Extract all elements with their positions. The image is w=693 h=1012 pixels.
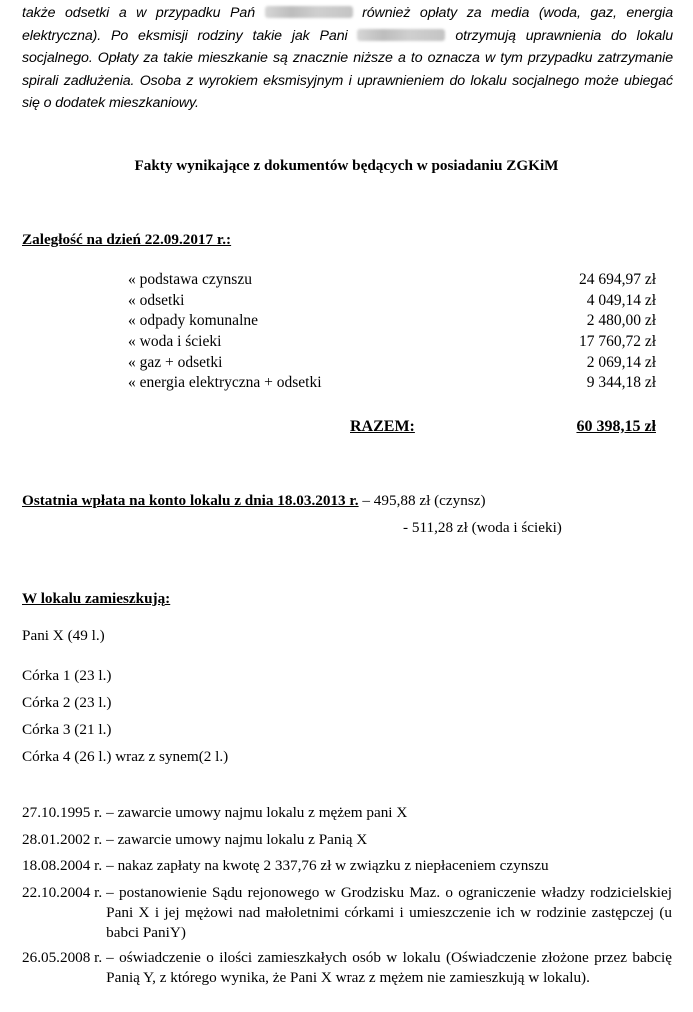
event-text: – zawarcie umowy najmu lokalu z mężem pani X: [106, 804, 408, 821]
timeline-entry: [22, 948, 672, 988]
total-value: 60 398,15 zł: [576, 418, 656, 435]
last-payment-water: - 511,28 zł (woda i ścieki): [403, 519, 562, 536]
resident-item: Pani X (49 l.): [22, 627, 105, 644]
debt-label: « podstawa czynszu: [128, 271, 252, 288]
debt-label: « odpady komunalne: [128, 312, 259, 330]
intro-text-2: również opłaty za media (woda, gaz, energia elektryczna). Po eksmisji rodziny takie jak Pani: [22, 5, 673, 44]
event-text: – zawarcie umowy najmu lokalu z Panią X: [106, 830, 368, 848]
intro-text-1: także odsetki a w przypadku Pań: [22, 5, 255, 21]
intro-text-3: otrzymują uprawnienia do lokalu socjalnego. Opłaty za takie mieszkanie są znacznie niższe a to oznacza w tym przypadku zatrzymanie spirali zadłużenia. Osoba z wyrokiem eksmisyjnym i uprawnieniem do lokalu socjalnego może ubiegać się o dodatek mieszkaniowy.: [22, 27, 674, 112]
debt-item: [128, 373, 656, 394]
debt-amount: 2 069,14 zł: [586, 353, 656, 371]
resident-item: Córka 3 (21 l.): [22, 721, 112, 738]
event-date: 18.08.2004 r.: [22, 857, 103, 874]
debt-amount: 4 049,14 zł: [586, 291, 656, 309]
event-text: – nakaz zapłaty na kwotę 2 337,76 zł w związku z niepłaceniem czynszu: [106, 857, 549, 874]
resident-item: Córka 4 (26 l.) wraz z synem(2 l.): [22, 748, 229, 765]
timeline-entry: [22, 803, 672, 823]
debt-item: [128, 270, 656, 291]
total-label: RAZEM:: [350, 418, 415, 435]
debt-item: [128, 332, 656, 353]
debt-amount: 24 694,97 zł: [578, 271, 656, 288]
debt-title: Zaległość na dzień 22.09.2017 r.:: [22, 231, 232, 248]
redacted-name: [357, 29, 445, 41]
debt-item: [128, 291, 656, 312]
debt-amount: 9 344,18 zł: [586, 374, 656, 392]
facts-heading: Fakty wynikające z dokumentów będących w posiadaniu ZGKiM: [134, 157, 559, 174]
debt-amount: 17 760,72 zł: [578, 333, 656, 351]
event-date: 22.10.2004 r.: [22, 883, 103, 901]
debt-item: [128, 311, 656, 332]
debt-amount: 2 480,00 zł: [586, 312, 656, 330]
timeline-entry: [22, 883, 672, 943]
debt-list: [128, 270, 656, 394]
event-timeline: [22, 803, 672, 994]
intro-paragraph: [22, 2, 673, 115]
last-payment-title: Ostatnia wpłata na konto lokalu z dnia 18.03.2013 r.: [22, 492, 359, 509]
debt-label: « odsetki: [128, 291, 185, 309]
resident-item: Córka 1 (23 l.): [22, 667, 112, 684]
residents-title: W lokalu zamieszkują:: [22, 590, 171, 607]
last-payment-rent: – 495,88 zł (czynsz): [358, 492, 486, 509]
debt-label: « woda i ścieki: [128, 333, 222, 351]
event-text: – postanowienie Sądu rejonowego w Grodzisku Maz. o ograniczenie władzy rodzicielskiej Pani X i jej mężowi nad małoletnimi córkami i umieszczenie ich w rodzinie zastępczej (u babci PaniY): [106, 883, 672, 941]
debt-label: « energia elektryczna + odsetki: [128, 374, 322, 392]
event-date: 26.05.2008 r.: [22, 948, 103, 966]
event-date: 28.01.2002 r.: [22, 830, 103, 848]
resident-item: Córka 2 (23 l.): [22, 694, 112, 711]
event-date: 27.10.1995 r.: [22, 804, 103, 821]
debt-label: « gaz + odsetki: [128, 353, 223, 371]
timeline-entry: [22, 830, 672, 850]
event-text: – oświadczenie o ilości zamieszkałych osób w lokalu (Oświadczenie złożone przez babcię Panią Y, z którego wynika, że Pani X wraz z mężem nie zamieszkują w lokalu).: [106, 948, 672, 986]
debt-item: [128, 353, 656, 374]
last-payment: [22, 492, 486, 510]
redacted-name: [265, 6, 353, 18]
timeline-entry: [22, 856, 672, 876]
